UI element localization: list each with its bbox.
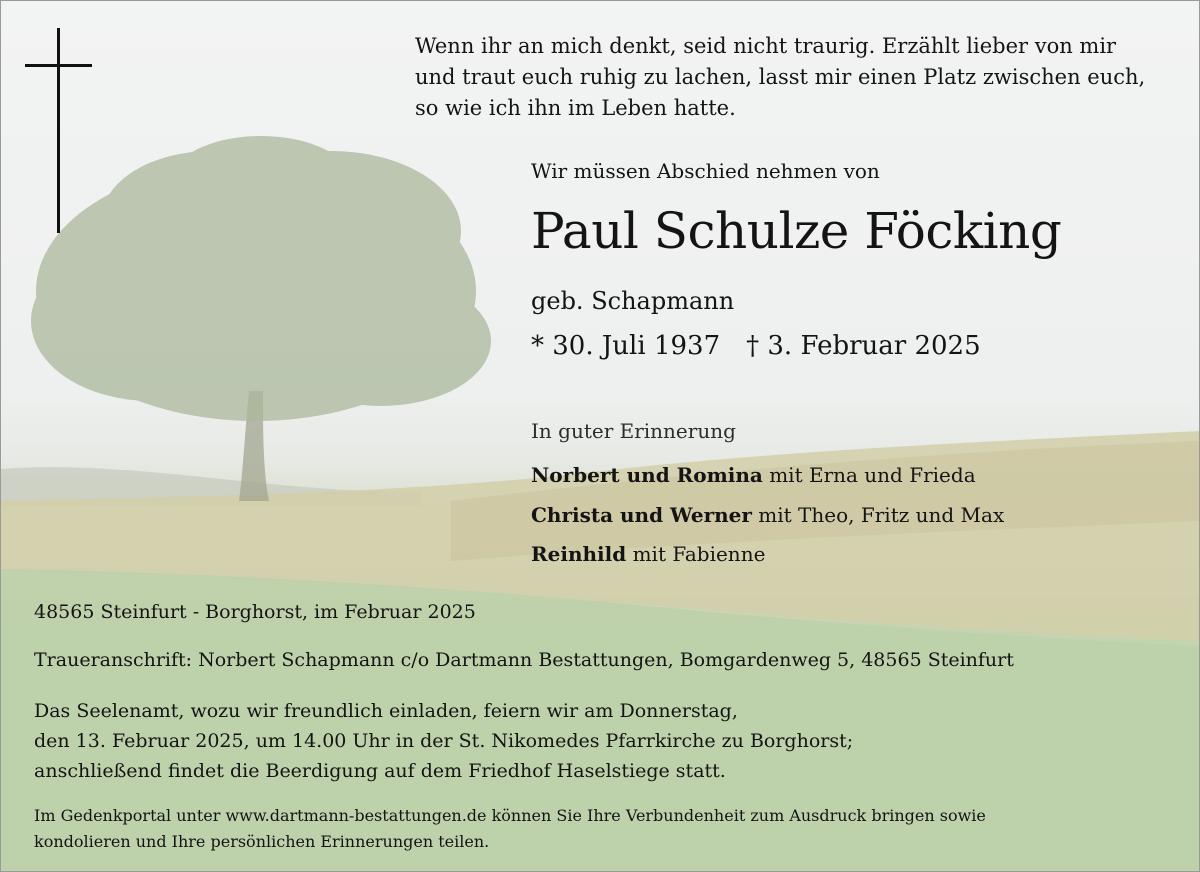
mourning-address: Traueranschrift: Norbert Schapmann c/o Dartmann Bestattungen, Bomgardenweg 5, 48565 Steinfurt [34, 649, 1014, 671]
farewell-intro: Wir müssen Abschied nehmen von [531, 159, 880, 183]
poem-quote: Wenn ihr an mich denkt, seid nicht traurig. Erzählt lieber von mir und traut euch ruhig zu lachen, lasst mir einen Platz zwischen euch, so wie ich ihn im Leben hatte. [415, 34, 1146, 120]
cross-icon [57, 28, 60, 233]
service-info: Das Seelenamt, wozu wir freundlich einladen, feiern wir am Donnerstag, den 13. Februar 2025, um 14.00 Uhr in der St. Nikomedes Pfarrkirche zu Borghorst; anschließend findet die Beerdigung auf dem Friedhof Haselstiege statt. [34, 700, 854, 782]
memory-label: In guter Erinnerung [531, 419, 736, 443]
family-line: Reinhild mit Fabienne [531, 542, 766, 566]
family-line: Christa und Werner mit Theo, Fritz und Max [531, 503, 1005, 527]
family-line: Norbert und Romina mit Erna und Frieda [531, 463, 976, 487]
birth-date: * 30. Juli 1937 [531, 331, 721, 361]
cross-icon-bar [25, 64, 92, 67]
place-date: 48565 Steinfurt - Borghorst, im Februar 2025 [34, 601, 476, 623]
memorial-portal-note: Im Gedenkportal unter www.dartmann-bestattungen.de können Sie Ihre Verbundenheit zum Ausdruck bringen sowie kondolieren und Ihre persönlichen Erinnerungen teilen. [34, 806, 986, 851]
life-dates [531, 331, 981, 361]
death-date: † 3. Februar 2025 [746, 331, 981, 361]
deceased-name: Paul Schulze Föcking [531, 202, 1062, 260]
birth-name: geb. Schapmann [531, 287, 735, 315]
